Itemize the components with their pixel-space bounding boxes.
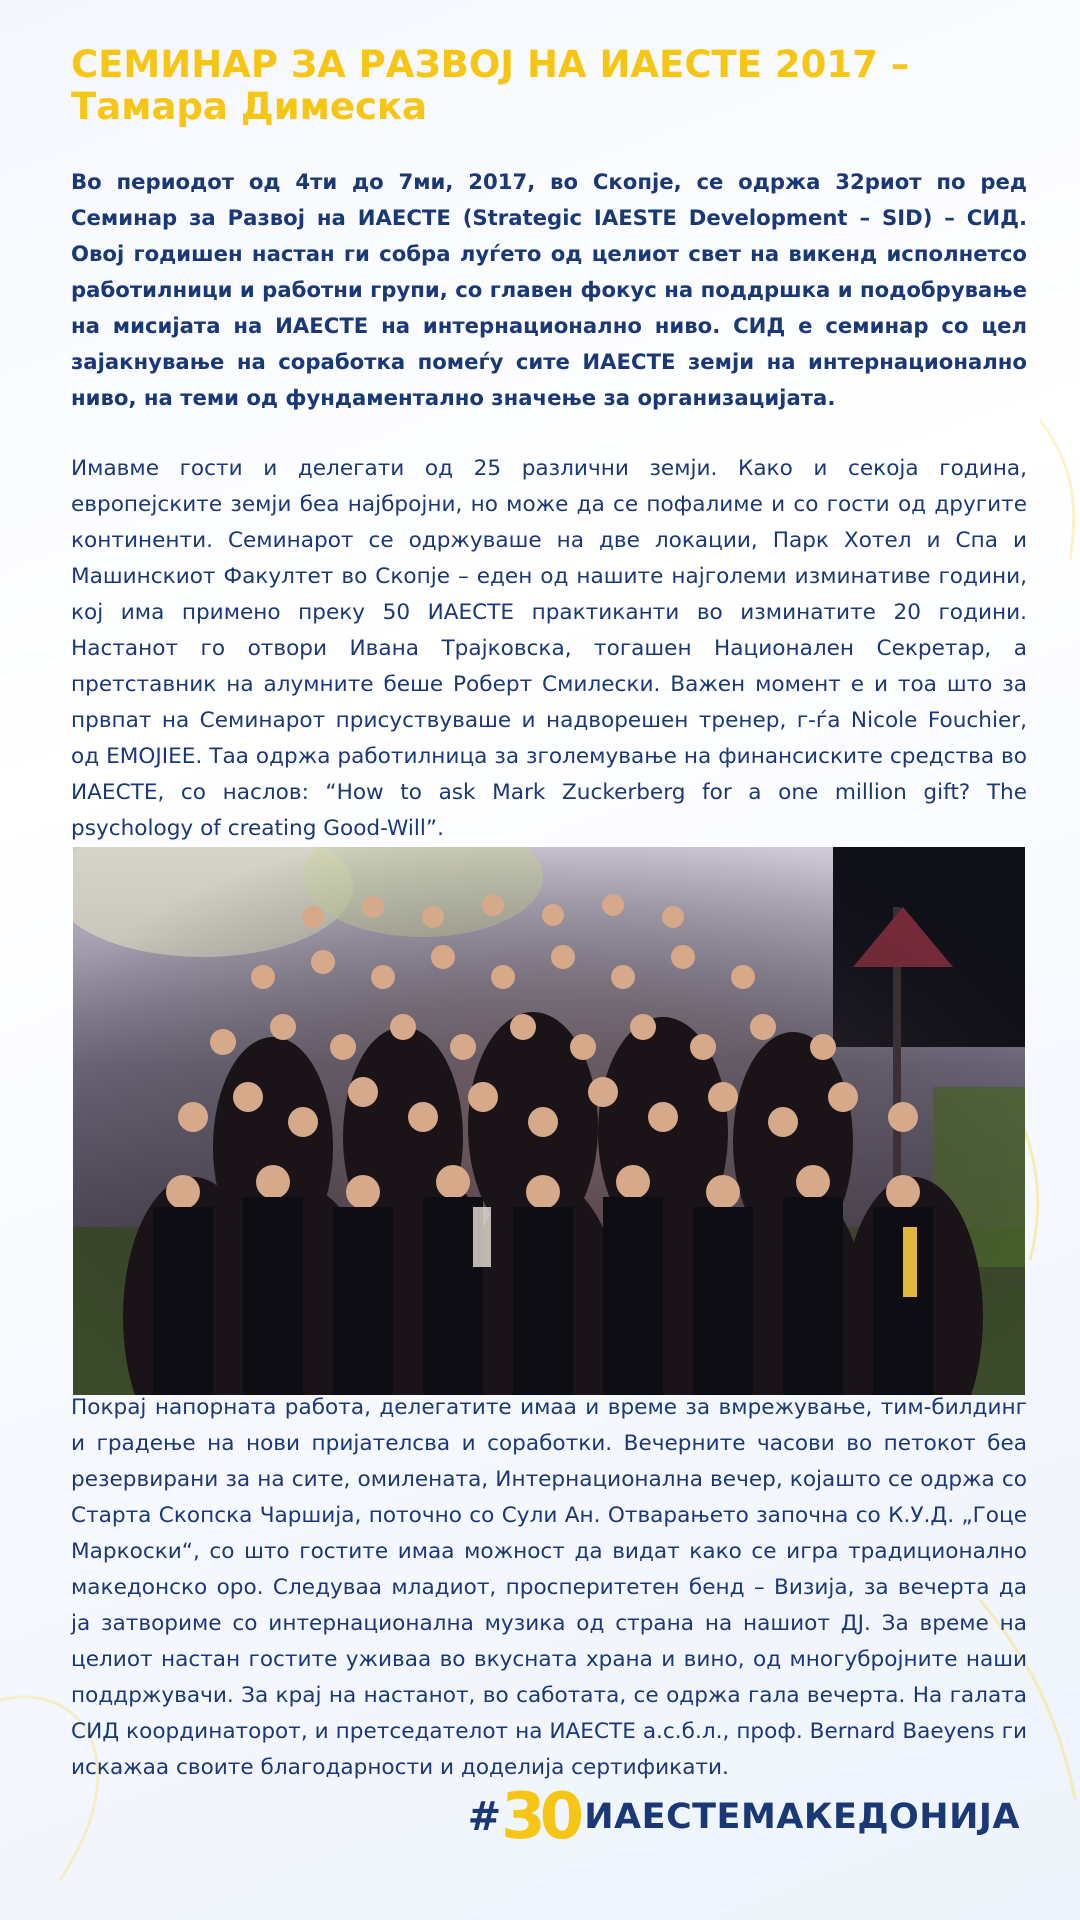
lead-paragraph: Во периодот од 4ти до 7ми, 2017, во Скопје, се одржа 32риот по ред Семинар за Развој на ИАЕСТЕ (Strategic IAESTE Development – SID) – СИД. Овој годишен настан ги собра луѓето од целиот свет на викенд исполнетсо работилници и работни групи, со главен фокус на поддршка и подобрување на мисијата на ИАЕСТЕ на интернационално ниво. СИД е семинар со цел зајакнување на соработка помеѓу сите ИАЕСТЕ земји на интернационално ниво, на теми од фундаментално значење за организацијата. [71,169,1027,410]
body-paragraph-2: Покрај напорната работа, делегатите имаа и време за вмрежување, тим-билдинг и градење на нови пријателсва и соработки. Вечерните часови во петокот беа резервирани за на сите, омилената, Интернационална вечер, којашто се одржа со Старта Скопска Чаршија, поточно со Сули Ан. Отварањето започна со К.У.Д. „Гоце Маркоски“, со што гостите имаа можност да видат како се игра традиционално македонско оро. Следуваа младиот, просперитетен бенд – Визија, за вечерта да ја затвориме со интернационална музика од страна на нашиот ДЈ. За време на целиот настан гостите уживаа во вкусната храна и вино, од многубројните наши поддржувачи. За крај на настанот, во саботата, се одржа гала вечерта. На галата СИД координаторот, и претседателот на ИАЕСТЕ а.с.б.л., проф. Bernard Baeyens ги искажаа своите благодарности и доделија сертификати. [71,1395,1027,1780]
logo-number: 30 [501,1780,579,1854]
logo-hash: # [467,1794,502,1840]
article-title: СЕМИНАР ЗА РАЗВОЈ НА ИАЕСТЕ 2017 – Тамара Димеска [71,43,910,128]
body-paragraph-1: Имавме гости и делегати од 25 различни земји. Како и секоја година, европејските земји беа најбројни, но може да се пофалиме и со гости од другите континенти. Семинарот се одржуваше на две локации, Парк Хотел и Спа и Машинскиот Факултет во Скопје – еден од нашите најголеми изминативе години, кој има примено преку 50 ИАЕСТЕ практиканти во изминатите 20 години. Настанот го отвори Ивана Трајковска, тогашен Национален Секретар, а претставник на алумните беше Роберт Смилески. Важен момент е и тоа што за првпат на Семинарот присуствуваше и надворешен тренер, г-ѓа Nicole Fouchier, од EMOJIEE. Таа одржа работилница за зголемување на финансиските средства во ИАЕСТЕ, со наслов: “How to ask Mark Zuckerberg for a one million gift? The psychology of creating Good-Will”. [71,456,1027,841]
group-photo [73,847,1025,1395]
logo-text: ИАЕСТЕМАКЕДОНИЈА [584,1797,1020,1837]
iaeste-logo [467,1780,1020,1854]
